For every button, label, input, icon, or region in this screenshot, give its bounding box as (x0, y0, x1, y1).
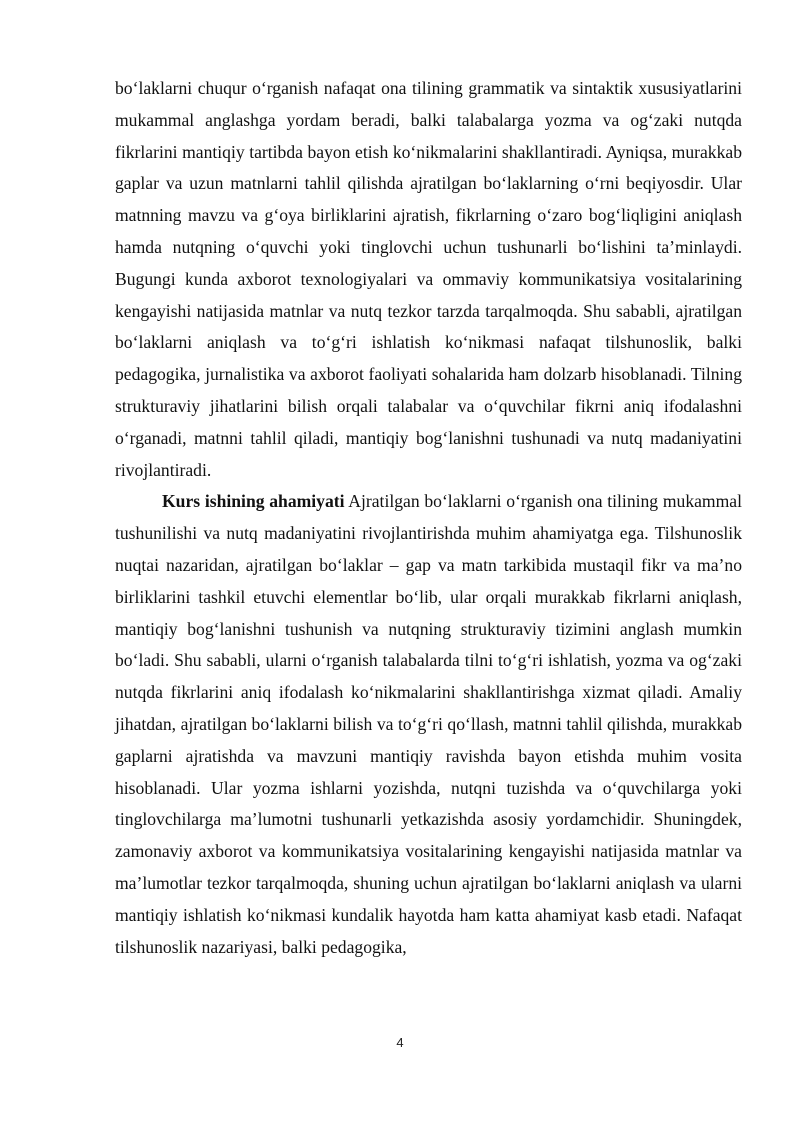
paragraph-1 (115, 73, 742, 486)
body-text (115, 73, 742, 963)
paragraph-2-lead-heading: Kurs ishining ahamiyati (162, 491, 345, 512)
paragraph-2-text: Ajratilgan bo‘laklarni o‘rganish ona tilining mukammal tushunilishi va nutq madaniyatini rivojlantirishda muhim ahamiyatga ega. Tilshunoslik nuqtai nazaridan, ajratilgan bo‘laklar – gap va matn tarkibida mustaqil fikr va ma’no birliklarini tashkil etuvchi elementlar bo‘lib, ular orqali murakkab fikrlarni aniqlash, mantiqiy bog‘lanishni tushunish va nutqning strukturaviy tizimini anglash mumkin bo‘ladi. Shu sababli, ularni o‘rganish talabalarda tilni to‘g‘ri ishlatish, yozma va og‘zaki nutqda fikrlarini aniq ifodalash ko‘nikmalarini shakllantirishga xizmat qiladi. Amaliy jihatdan, ajratilgan bo‘laklarni bilish va to‘g‘ri qo‘llash, matnni tahlil qilishda, murakkab gaplarni ajratishda va mavzuni mantiqiy ravishda bayon etishda muhim vosita hisoblanadi. Ular yozma ishlarni yozishda, nutqni tuzishda va o‘quvchilarga yoki tinglovchilarga ma’lumotni tushunarli yetkazishda asosiy yordamchidir. Shuningdek, zamonaviy axborot va kommunikatsiya vositalarining kengayishi natijasida matnlar va ma’lumotlar tezkor tarqalmoqda, shuning uchun ajratilgan bo‘laklarni aniqlash va ularni mantiqiy ishlatish ko‘nikmasi kundalik hayotda ham katta ahamiyat kasb etadi. Nafaqat tilshunoslik nazariyasi, balki pedagogika, (115, 491, 742, 957)
paragraph-1-text: bo‘laklarni chuqur o‘rganish nafaqat ona tilining grammatik va sintaktik xususiyatlarini mukammal anglashga yordam beradi, balki talabalarga yozma va og‘zaki nutqda fikrlarini mantiqiy tartibda bayon etish ko‘nikmalarini shakllantiradi. Ayniqsa, murakkab gaplar va uzun matnlarni tahlil qilishda ajratilgan bo‘laklarning o‘rni beqiyosdir. Ular matnning mavzu va g‘oya birliklarini ajratish, fikrlarning o‘zaro bog‘liqligini aniqlash hamda nutqning o‘quvchi yoki tinglovchi uchun tushunarli bo‘lishini ta’minlaydi. Bugungi kunda axborot texnologiyalari va ommaviy kommunikatsiya vositalarining kengayishi natijasida matnlar va nutq tezkor tarzda tarqalmoqda. Shu sababli, ajratilgan bo‘laklarni aniqlash va to‘g‘ri ishlatish ko‘nikmasi nafaqat tilshunoslik, balki pedagogika, jurnalistika va axborot faoliyati sohalarida ham dolzarb hisoblanadi. Tilning strukturaviy jihatlarini bilish orqali talabalar va o‘quvchilar fikrni aniq ifodalashni o‘rganadi, matnni tahlil qiladi, mantiqiy bog‘lanishni tushunadi va nutq madaniyatini rivojlantiradi. (115, 78, 742, 480)
page-number: 4 (396, 1035, 404, 1050)
paragraph-2 (115, 486, 742, 963)
